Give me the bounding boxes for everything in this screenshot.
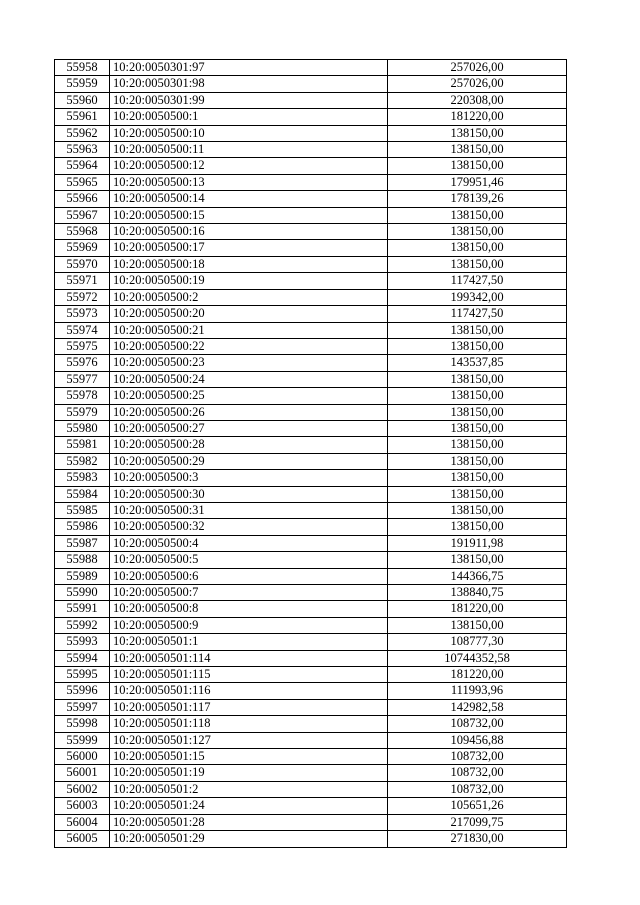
cadastral-number-cell: 10:20:0050500:9 — [110, 617, 388, 633]
cadastral-number-cell: 10:20:0050500:31 — [110, 502, 388, 518]
table-row — [55, 371, 567, 387]
row-number-cell: 55993 — [55, 634, 110, 650]
row-number-cell: 55980 — [55, 420, 110, 436]
cadastral-number-cell: 10:20:0050500:10 — [110, 125, 388, 141]
table-row — [55, 716, 567, 732]
table-row — [55, 322, 567, 338]
row-number-cell: 55988 — [55, 552, 110, 568]
cadastral-number-cell: 10:20:0050500:27 — [110, 420, 388, 436]
table-row — [55, 289, 567, 305]
cadastral-number-cell: 10:20:0050301:98 — [110, 76, 388, 92]
cadastral-number-cell: 10:20:0050301:97 — [110, 60, 388, 76]
row-number-cell: 56004 — [55, 814, 110, 830]
table-row — [55, 191, 567, 207]
cadastral-number-cell: 10:20:0050500:30 — [110, 486, 388, 502]
cadastral-value-table — [54, 59, 567, 848]
row-number-cell: 55986 — [55, 519, 110, 535]
cadastral-value-cell: 138150,00 — [388, 240, 567, 256]
row-number-cell: 55995 — [55, 667, 110, 683]
row-number-cell: 55976 — [55, 355, 110, 371]
cadastral-number-cell: 10:20:0050500:24 — [110, 371, 388, 387]
cadastral-value-cell: 138150,00 — [388, 158, 567, 174]
row-number-cell: 55967 — [55, 207, 110, 223]
cadastral-value-cell: 138150,00 — [388, 388, 567, 404]
cadastral-value-cell: 138150,00 — [388, 338, 567, 354]
cadastral-value-cell: 108732,00 — [388, 765, 567, 781]
table-row — [55, 404, 567, 420]
cadastral-number-cell: 10:20:0050501:118 — [110, 716, 388, 732]
cadastral-value-cell: 108732,00 — [388, 716, 567, 732]
row-number-cell: 55984 — [55, 486, 110, 502]
row-number-cell: 55965 — [55, 174, 110, 190]
cadastral-number-cell: 10:20:0050500:26 — [110, 404, 388, 420]
cadastral-number-cell: 10:20:0050501:116 — [110, 683, 388, 699]
row-number-cell: 55985 — [55, 502, 110, 518]
cadastral-value-cell: 138150,00 — [388, 404, 567, 420]
row-number-cell: 55966 — [55, 191, 110, 207]
cadastral-value-cell: 138150,00 — [388, 224, 567, 240]
table-row — [55, 765, 567, 781]
cadastral-value-cell: 138840,75 — [388, 585, 567, 601]
cadastral-number-cell: 10:20:0050500:2 — [110, 289, 388, 305]
cadastral-number-cell: 10:20:0050500:3 — [110, 470, 388, 486]
table-row — [55, 781, 567, 797]
row-number-cell: 55982 — [55, 453, 110, 469]
row-number-cell: 56001 — [55, 765, 110, 781]
row-number-cell: 55992 — [55, 617, 110, 633]
row-number-cell: 55969 — [55, 240, 110, 256]
cadastral-value-cell: 144366,75 — [388, 568, 567, 584]
cadastral-value-cell: 181220,00 — [388, 667, 567, 683]
table-row — [55, 470, 567, 486]
cadastral-number-cell: 10:20:0050501:24 — [110, 798, 388, 814]
row-number-cell: 55999 — [55, 732, 110, 748]
cadastral-number-cell: 10:20:0050500:11 — [110, 142, 388, 158]
row-number-cell: 55989 — [55, 568, 110, 584]
table-row — [55, 552, 567, 568]
table-row — [55, 585, 567, 601]
cadastral-value-cell: 179951,46 — [388, 174, 567, 190]
cadastral-value-cell: 143537,85 — [388, 355, 567, 371]
row-number-cell: 55994 — [55, 650, 110, 666]
cadastral-value-cell: 142982,58 — [388, 699, 567, 715]
row-number-cell: 55975 — [55, 338, 110, 354]
row-number-cell: 55996 — [55, 683, 110, 699]
cadastral-value-cell: 138150,00 — [388, 453, 567, 469]
cadastral-value-cell: 178139,26 — [388, 191, 567, 207]
row-number-cell: 55970 — [55, 256, 110, 272]
table-row — [55, 749, 567, 765]
table-row — [55, 667, 567, 683]
cadastral-number-cell: 10:20:0050500:16 — [110, 224, 388, 240]
cadastral-value-cell: 108777,30 — [388, 634, 567, 650]
row-number-cell: 55964 — [55, 158, 110, 174]
cadastral-number-cell: 10:20:0050500:14 — [110, 191, 388, 207]
table-row — [55, 650, 567, 666]
cadastral-number-cell: 10:20:0050500:22 — [110, 338, 388, 354]
table-row — [55, 535, 567, 551]
row-number-cell: 55958 — [55, 60, 110, 76]
table-row — [55, 76, 567, 92]
table-row — [55, 519, 567, 535]
table-row — [55, 142, 567, 158]
table-row — [55, 683, 567, 699]
table-row — [55, 388, 567, 404]
table-row — [55, 831, 567, 847]
cadastral-number-cell: 10:20:0050500:23 — [110, 355, 388, 371]
table-row — [55, 273, 567, 289]
cadastral-number-cell: 10:20:0050500:20 — [110, 306, 388, 322]
cadastral-number-cell: 10:20:0050500:5 — [110, 552, 388, 568]
table-row — [55, 125, 567, 141]
cadastral-value-cell: 138150,00 — [388, 125, 567, 141]
cadastral-value-cell: 138150,00 — [388, 322, 567, 338]
cadastral-value-cell: 181220,00 — [388, 601, 567, 617]
cadastral-number-cell: 10:20:0050501:1 — [110, 634, 388, 650]
table-row — [55, 699, 567, 715]
table-row — [55, 568, 567, 584]
cadastral-number-cell: 10:20:0050501:127 — [110, 732, 388, 748]
cadastral-value-cell: 199342,00 — [388, 289, 567, 305]
row-number-cell: 55974 — [55, 322, 110, 338]
row-number-cell: 55959 — [55, 76, 110, 92]
cadastral-number-cell: 10:20:0050500:12 — [110, 158, 388, 174]
cadastral-value-cell: 117427,50 — [388, 273, 567, 289]
table-row — [55, 240, 567, 256]
cadastral-number-cell: 10:20:0050500:19 — [110, 273, 388, 289]
cadastral-number-cell: 10:20:0050500:28 — [110, 437, 388, 453]
cadastral-number-cell: 10:20:0050301:99 — [110, 92, 388, 108]
cadastral-number-cell: 10:20:0050501:28 — [110, 814, 388, 830]
cadastral-value-cell: 138150,00 — [388, 420, 567, 436]
cadastral-value-cell: 138150,00 — [388, 502, 567, 518]
cadastral-number-cell: 10:20:0050501:19 — [110, 765, 388, 781]
row-number-cell: 56000 — [55, 749, 110, 765]
row-number-cell: 55977 — [55, 371, 110, 387]
row-number-cell: 56002 — [55, 781, 110, 797]
cadastral-value-cell: 138150,00 — [388, 486, 567, 502]
table-row — [55, 732, 567, 748]
cadastral-number-cell: 10:20:0050500:7 — [110, 585, 388, 601]
cadastral-number-cell: 10:20:0050501:115 — [110, 667, 388, 683]
row-number-cell: 55990 — [55, 585, 110, 601]
cadastral-value-cell: 10744352,58 — [388, 650, 567, 666]
cadastral-number-cell: 10:20:0050500:8 — [110, 601, 388, 617]
table-row — [55, 109, 567, 125]
table-row — [55, 486, 567, 502]
row-number-cell: 55960 — [55, 92, 110, 108]
cadastral-value-cell: 108732,00 — [388, 749, 567, 765]
row-number-cell: 55991 — [55, 601, 110, 617]
table-row — [55, 207, 567, 223]
row-number-cell: 55963 — [55, 142, 110, 158]
cadastral-number-cell: 10:20:0050500:15 — [110, 207, 388, 223]
table-row — [55, 306, 567, 322]
cadastral-number-cell: 10:20:0050500:4 — [110, 535, 388, 551]
table-row — [55, 420, 567, 436]
row-number-cell: 55987 — [55, 535, 110, 551]
row-number-cell: 55997 — [55, 699, 110, 715]
row-number-cell: 55973 — [55, 306, 110, 322]
cadastral-number-cell: 10:20:0050500:1 — [110, 109, 388, 125]
cadastral-value-cell: 111993,96 — [388, 683, 567, 699]
cadastral-value-cell: 138150,00 — [388, 256, 567, 272]
table-row — [55, 338, 567, 354]
cadastral-value-cell: 271830,00 — [388, 831, 567, 847]
cadastral-value-cell: 138150,00 — [388, 142, 567, 158]
table-body — [55, 60, 567, 848]
cadastral-value-cell: 108732,00 — [388, 781, 567, 797]
row-number-cell: 56005 — [55, 831, 110, 847]
cadastral-value-cell: 257026,00 — [388, 60, 567, 76]
cadastral-value-cell: 117427,50 — [388, 306, 567, 322]
cadastral-number-cell: 10:20:0050500:6 — [110, 568, 388, 584]
row-number-cell: 55968 — [55, 224, 110, 240]
row-number-cell: 55972 — [55, 289, 110, 305]
cadastral-value-cell: 138150,00 — [388, 371, 567, 387]
cadastral-number-cell: 10:20:0050500:21 — [110, 322, 388, 338]
table-row — [55, 256, 567, 272]
row-number-cell: 55998 — [55, 716, 110, 732]
cadastral-number-cell: 10:20:0050500:29 — [110, 453, 388, 469]
row-number-cell: 55978 — [55, 388, 110, 404]
table-row — [55, 617, 567, 633]
row-number-cell: 55983 — [55, 470, 110, 486]
row-number-cell: 55979 — [55, 404, 110, 420]
cadastral-value-cell: 105651,26 — [388, 798, 567, 814]
row-number-cell: 56003 — [55, 798, 110, 814]
cadastral-value-cell: 138150,00 — [388, 437, 567, 453]
table-row — [55, 355, 567, 371]
cadastral-value-cell: 138150,00 — [388, 617, 567, 633]
table-row — [55, 224, 567, 240]
table-row — [55, 453, 567, 469]
cadastral-number-cell: 10:20:0050500:18 — [110, 256, 388, 272]
cadastral-value-cell: 138150,00 — [388, 207, 567, 223]
cadastral-value-cell: 257026,00 — [388, 76, 567, 92]
table-row — [55, 601, 567, 617]
table-row — [55, 60, 567, 76]
cadastral-number-cell: 10:20:0050500:32 — [110, 519, 388, 535]
cadastral-value-cell: 217099,75 — [388, 814, 567, 830]
table-row — [55, 158, 567, 174]
cadastral-value-cell: 138150,00 — [388, 470, 567, 486]
table-row — [55, 814, 567, 830]
row-number-cell: 55961 — [55, 109, 110, 125]
cadastral-number-cell: 10:20:0050500:25 — [110, 388, 388, 404]
cadastral-number-cell: 10:20:0050501:114 — [110, 650, 388, 666]
cadastral-value-cell: 138150,00 — [388, 552, 567, 568]
row-number-cell: 55971 — [55, 273, 110, 289]
table-row — [55, 798, 567, 814]
cadastral-number-cell: 10:20:0050500:17 — [110, 240, 388, 256]
cadastral-value-cell: 191911,98 — [388, 535, 567, 551]
table-row — [55, 174, 567, 190]
table-row — [55, 502, 567, 518]
cadastral-number-cell: 10:20:0050501:117 — [110, 699, 388, 715]
cadastral-number-cell: 10:20:0050500:13 — [110, 174, 388, 190]
cadastral-number-cell: 10:20:0050501:2 — [110, 781, 388, 797]
table-row — [55, 437, 567, 453]
cadastral-value-cell: 181220,00 — [388, 109, 567, 125]
table-row — [55, 634, 567, 650]
cadastral-value-cell: 220308,00 — [388, 92, 567, 108]
cadastral-number-cell: 10:20:0050501:29 — [110, 831, 388, 847]
cadastral-value-cell: 138150,00 — [388, 519, 567, 535]
row-number-cell: 55962 — [55, 125, 110, 141]
table-row — [55, 92, 567, 108]
cadastral-number-cell: 10:20:0050501:15 — [110, 749, 388, 765]
cadastral-value-cell: 109456,88 — [388, 732, 567, 748]
row-number-cell: 55981 — [55, 437, 110, 453]
